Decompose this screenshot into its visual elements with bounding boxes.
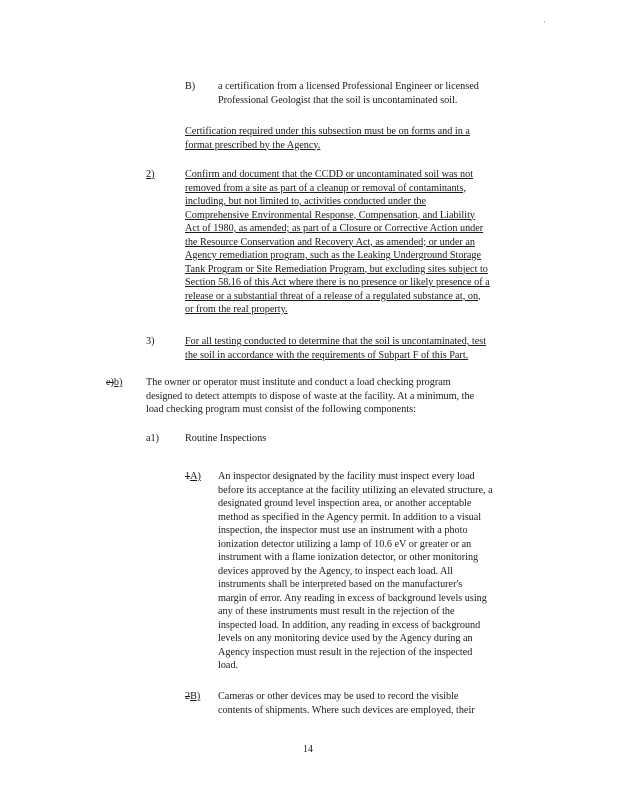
text-line: designed to detect attempts to dispose of waste at the facility. At a minimum, the bbox=[146, 390, 475, 402]
text-line: instrument with a flame ionization detector, or other monitoring bbox=[218, 552, 479, 563]
item-b-label: B) bbox=[185, 81, 196, 92]
text-line: levels on any monitoring device used by the Agency during an bbox=[218, 633, 473, 644]
text-line: designated ground level inspection area, or another acceptable bbox=[218, 498, 472, 509]
item-2b-label bbox=[185, 690, 200, 704]
item-2-text bbox=[185, 168, 490, 317]
text-line: An inspector designated by the facility must inspect every load bbox=[218, 471, 475, 482]
text-line: load. bbox=[218, 660, 239, 671]
certification-note bbox=[185, 125, 470, 152]
text-line: or from the real property. bbox=[185, 304, 288, 315]
page-number: 14 bbox=[303, 744, 313, 755]
text-line: instruments shall be interpreted based on the manufacturer's bbox=[218, 579, 463, 590]
item-1a-label bbox=[185, 470, 201, 484]
text-line: devices approved by the Agency, to inspect each load. All bbox=[218, 565, 453, 577]
text-line: Cameras or other devices may be used to record the visible bbox=[218, 691, 459, 702]
struck-label: 2 bbox=[185, 691, 191, 702]
routine-inspections-heading: Routine Inspections bbox=[185, 433, 267, 444]
item-2-label: 2) bbox=[146, 169, 155, 180]
text-line: ionization detector utilizing a lamp of 10.6 eV or greater or an bbox=[218, 538, 472, 550]
text-line: including, but not limited to, activities conducted under the bbox=[185, 196, 427, 207]
item-eb-label bbox=[106, 376, 122, 390]
text-line: Section 58.16 of this Act where there is no presence or likely presence of a bbox=[185, 277, 490, 288]
text-line: method as specified in the Agency permit. In addition to a visual bbox=[218, 511, 482, 523]
new-label: B) bbox=[190, 691, 201, 702]
item-1a-text bbox=[218, 470, 493, 673]
text-line: a certification from a licensed Professional Engineer or licensed bbox=[218, 81, 479, 92]
text-line: Agency remediation program, such as the Leaking Underground Storage bbox=[185, 250, 482, 261]
text-line: Comprehensive Environmental Response, Compensation, and Liability bbox=[185, 209, 476, 221]
item-a1-label: a1) bbox=[146, 433, 160, 444]
text-line: Tank Program or Site Remediation Program, but excluding sites subject to bbox=[185, 263, 488, 275]
item-3-label: 3) bbox=[146, 336, 155, 347]
item-2b-text bbox=[218, 690, 475, 717]
text-line: the soil in accordance with the requirements of Subpart F of this Part. bbox=[185, 349, 469, 361]
text-line: format prescribed by the Agency. bbox=[185, 139, 321, 151]
text-line: the Resource Conservation and Recovery Act, as amended; or under an bbox=[185, 236, 475, 248]
text-line: any of these instruments must result in the rejection of the bbox=[218, 606, 455, 617]
item-3-text bbox=[185, 335, 486, 362]
text-line: Agency inspection must result in the rejection of the inspected bbox=[218, 646, 473, 658]
item-b-text bbox=[218, 80, 479, 107]
text-line: load checking program must consist of the following components: bbox=[146, 404, 416, 415]
text-line: For all testing conducted to determine that the soil is uncontaminated, test bbox=[185, 336, 487, 347]
text-line: release or a substantial threat of a release of a regulated substance at, on, bbox=[185, 290, 481, 302]
text-line: The owner or operator must institute and conduct a load checking program bbox=[146, 377, 451, 388]
new-label: A) bbox=[190, 471, 201, 482]
new-label: b) bbox=[113, 377, 123, 388]
text-line: removed from a site as part of a cleanup or removal of contaminants, bbox=[185, 182, 466, 194]
text-line: Certification required under this subsection must be on forms and in a bbox=[185, 126, 470, 137]
text-line: Confirm and document that the CCDD or uncontaminated soil was not bbox=[185, 169, 474, 180]
corner-mark: · bbox=[543, 18, 546, 27]
text-line: before its acceptance at the facility utilizing an elevated structure, a bbox=[218, 484, 493, 496]
text-line: inspection, the inspector must use an instrument with a photo bbox=[218, 525, 468, 536]
item-eb-text bbox=[146, 376, 474, 417]
struck-label: 1 bbox=[185, 471, 191, 482]
text-line: Professional Geologist that the soil is uncontaminated soil. bbox=[218, 94, 458, 106]
text-line: margin of error. Any reading in excess of background levels using bbox=[218, 592, 487, 604]
text-line: Act of 1980, as amended; as part of a Closure or Corrective Action under bbox=[185, 223, 484, 234]
text-line: inspected load. In addition, any reading in excess of background bbox=[218, 619, 481, 631]
struck-label: e) bbox=[106, 377, 114, 388]
text-line: contents of shipments. Where such devices are employed, their bbox=[218, 704, 475, 716]
